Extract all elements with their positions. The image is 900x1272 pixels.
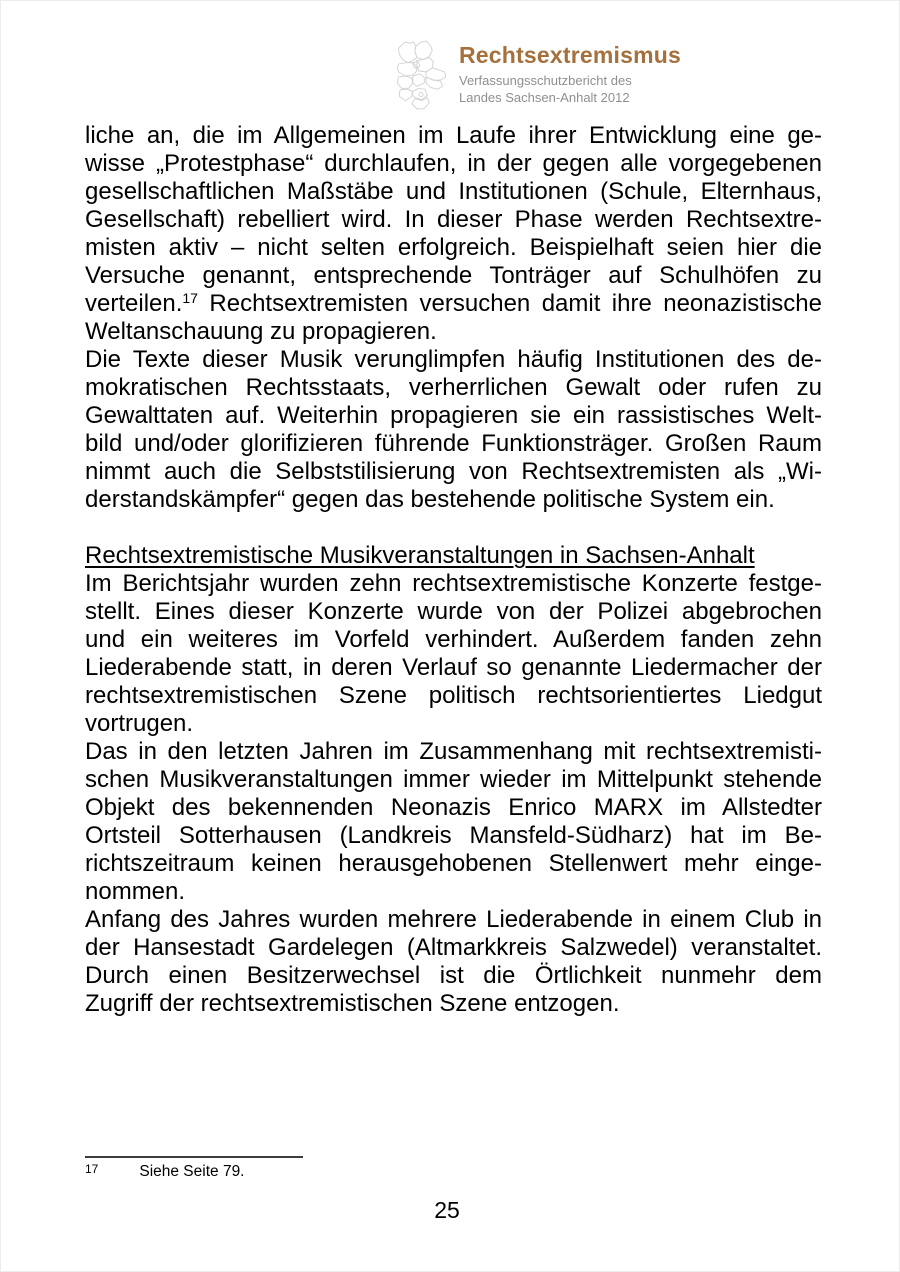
text-line: Die Texte dieser Musik verunglimpfen häufig Institutionen des de- <box>85 346 822 373</box>
text-line: Im Berichtsjahr wurden zehn rechtsextremistische Konzerte festge- <box>85 570 822 597</box>
footnote-number: 17 <box>85 1162 99 1176</box>
text-line: liche an, die im Allgemeinen im Laufe ihrer Entwicklung eine ge- <box>85 122 822 149</box>
text-line: Durch einen Besitzerwechsel ist die Örtlichkeit nunmehr dem <box>85 962 822 989</box>
report-subtitle-line1: Verfassungsschutzbericht des <box>459 73 632 88</box>
report-title: Rechtsextremismus <box>459 42 682 68</box>
header-text-block <box>459 38 681 106</box>
text-line: Anfang des Jahres wurden mehrere Liederabende in einem Club in <box>85 906 822 933</box>
text-line: nimmt auch die Selbststilisierung von Rechtsextremisten als „Wi- <box>85 458 822 485</box>
text-line: gesellschaftlichen Maßstäbe und Institutionen (Schule, Elternhaus, <box>85 178 822 205</box>
sachsen-anhalt-map-icon <box>394 38 448 114</box>
text-line: rechtsextremistischen Szene politisch rechtsorientiertes Liedgut <box>85 682 822 709</box>
text-line: Liederabende statt, in deren Verlauf so genannte Liedermacher der <box>85 654 822 681</box>
paragraph-sotterhausen <box>85 738 822 906</box>
text-line: Gesellschaft) rebelliert wird. In dieser Phase werden Rechtsextre- <box>85 206 822 233</box>
text-line: derstandskämpfer“ gegen das bestehende politische System ein. <box>85 486 775 513</box>
paragraph-konzerte <box>85 570 822 738</box>
text-line: Ortsteil Sotterhausen (Landkreis Mansfeld-Südharz) hat im Be- <box>85 822 822 849</box>
text-line: richtszeitraum keinen herausgehobenen Stellenwert mehr einge- <box>85 850 822 877</box>
paragraph-gardelegen <box>85 906 822 1018</box>
text-line: bild und/oder glorifizieren führende Funktionsträger. Großen Raum <box>85 430 822 457</box>
text-line: Weltanschauung zu propagieren. <box>85 318 437 345</box>
page-body <box>85 122 822 1018</box>
paragraph-musik-texte <box>85 346 822 514</box>
text-line: wisse „Protestphase“ durchlaufen, in der gegen alle vorgegebenen <box>85 150 822 177</box>
text-line: Objekt des bekennenden Neonazis Enrico MARX im Allstedter <box>85 794 822 821</box>
text-line: stellt. Eines dieser Konzerte wurde von der Polizei abgebrochen <box>85 598 822 625</box>
text-line: vortrugen. <box>85 710 194 737</box>
text-line <box>85 290 822 318</box>
text-line: der Hansestadt Gardelegen (Altmarkkreis Salzwedel) veranstaltet. <box>85 934 822 961</box>
text-line: Das in den letzten Jahren im Zusammenhang mit rechtsextremisti- <box>85 738 822 765</box>
page-number: 25 <box>434 1197 460 1223</box>
text-line: schen Musikveranstaltungen immer wieder im Mittelpunkt stehende <box>85 766 822 793</box>
footnote-separator-rule <box>85 1156 303 1158</box>
text-line: und ein weiteres im Vorfeld verhindert. Außerdem fanden zehn <box>85 626 822 653</box>
page-header <box>394 38 681 114</box>
text-segment: Rechtsextremisten versuchen damit ihre neonazistische <box>197 290 822 317</box>
text-line: Versuche genannt, entsprechende Tonträger auf Schulhöfen zu <box>85 262 822 289</box>
text-line: Zugriff der rechtsextremistischen Szene entzogen. <box>85 990 620 1017</box>
text-line: misten aktiv – nicht selten erfolgreich. Beispielhaft seien hier die <box>85 234 822 261</box>
text-line: nommen. <box>85 878 186 905</box>
text-segment: verteilen. <box>85 290 183 317</box>
text-line: Gewalttaten auf. Weiterhin propagieren sie ein rassistisches Welt- <box>85 402 822 429</box>
footnote-text: Siehe Seite 79. <box>139 1163 245 1180</box>
report-subtitle-line2: Landes Sachsen-Anhalt 2012 <box>459 89 630 105</box>
section-heading: Rechtsextremistische Musikveranstaltungen in Sachsen-Anhalt <box>85 542 755 569</box>
text-line: mokratischen Rechtsstaats, verherrlichen Gewalt oder rufen zu <box>85 374 822 401</box>
footnote <box>85 1163 245 1181</box>
footnote-reference: 17 <box>182 290 198 306</box>
paragraph-protestphase <box>85 122 822 346</box>
